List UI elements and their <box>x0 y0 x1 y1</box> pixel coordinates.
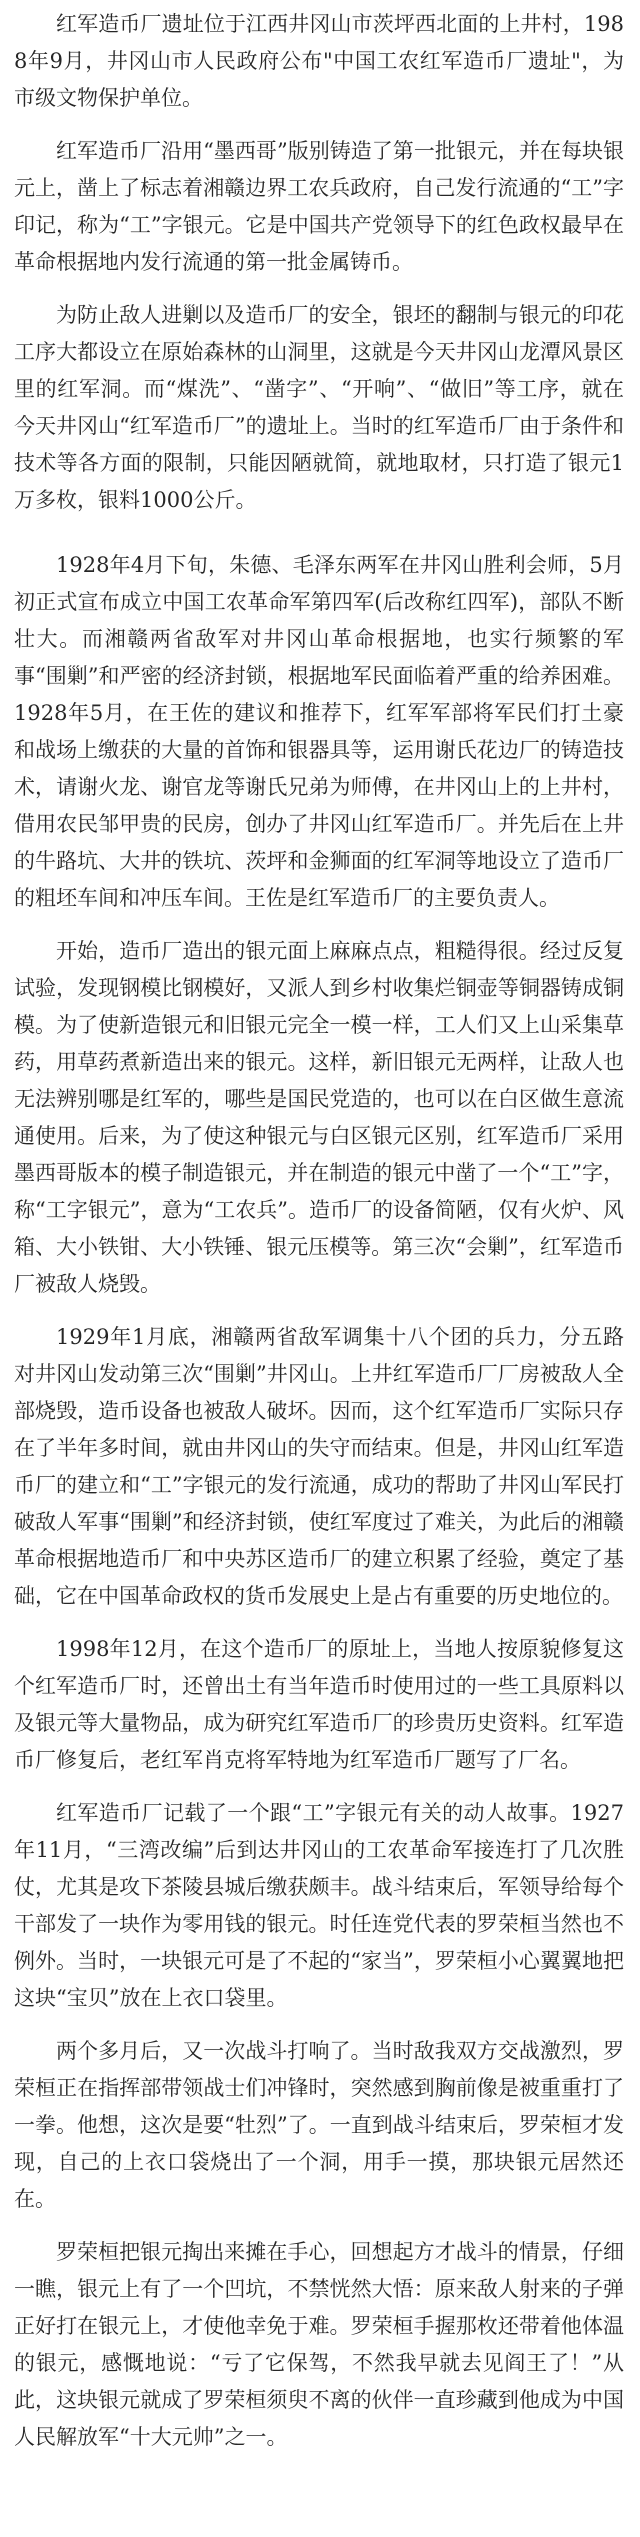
paragraph-first-silver-coins: 红军造币厂沿用“墨西哥”版别铸造了第一批银元，并在每块银元上，凿上了标志着湘赣边界工农兵政府，自己发行流通的“工”字印记，称为“工”字银元。它是中国共产党领导下的红色政权最早在革命根据地内发行流通的第一批金属铸币。 <box>14 139 624 274</box>
paragraph-site-location: 红军造币厂遗址位于江西井冈山市茨坪西北面的上井村，1988年9月，井冈山市人民政府公布"中国工农红军造币厂遗址"，为市级文物保护单位。 <box>14 12 624 110</box>
paragraph-mint-destroyed: 1929年1月底，湘赣两省敌军调集十八个团的兵力，分五路对井冈山发动第三次“围剿”井冈山。上井红军造币厂厂房被敌人全部烧毁，造币设备也被敌人破坏。因而，这个红军造币厂实际只存在了半年多时间，就由井冈山的失守而结束。但是，井冈山红军造币厂的建立和“工”字银元的发行流通，成功的帮助了井冈山军民打破敌人军事“围剿”和经济封锁，使红军度过了难关，为此后的湘赣革命根据地造币厂和中央苏区造币厂的建立积累了经验，奠定了基础，它在中国革命政权的货币发展史上是占有重要的历史地位的。 <box>14 1325 624 1608</box>
paragraph-restoration: 1998年12月，在这个造币厂的原址上，当地人按原貌修复这个红军造币厂时，还曾出土有当年造币时使用过的一些工具原料以及银元等大量物品，成为研究红军造币厂的珍贵历史资料。红军造币厂修复后，老红军肖克将军特地为红军造币厂题写了厂名。 <box>14 1637 624 1772</box>
paragraph-red-army-cave: 为防止敌人进剿以及造币厂的安全，银坯的翻制与银元的印花工序大都设立在原始森林的山洞里，这就是今天井冈山龙潭风景区里的红军洞。而“煤洗”、“凿字”、“开响”、“做旧”等工序，就在今天井冈山“红军造币厂”的遗址上。当时的红军造币厂由于条件和技术等各方面的限制，只能因陋就简，就地取材，只打造了银元1万多枚，银料1000公斤。 <box>14 303 624 512</box>
paragraph-luo-ronghuan-story: 红军造币厂记载了一个跟“工”字银元有关的动人故事。1927年11月，“三湾改编”后到达井冈山的工农革命军接连打了几次胜仗，尤其是攻下茶陵县城后缴获颇丰。战斗结束后，军领导给每个干部发了一块作为零用钱的银元。时任连党代表的罗荣桓当然也不例外。当时，一块银元可是了不起的“家当”，罗荣桓小心翼翼地把这块“宝贝”放在上衣口袋里。 <box>14 1801 624 2010</box>
paragraph-battle: 两个多月后，又一次战斗打响了。当时敌我双方交战激烈，罗荣桓正在指挥部带领战士们冲锋时，突然感到胸前像是被重重打了一拳。他想，这次是要“牡烈”了。一直到战斗结束后，罗荣桓才发现，自己的上衣口袋烧出了一个洞，用手一摸，那块银元居然还在。 <box>14 2039 624 2211</box>
paragraph-coin-saved-life: 罗荣桓把银元掏出来摊在手心，回想起方才战斗的情景，仔细一瞧，银元上有了一个凹坑，不禁恍然大悟：原来敌人射来的子弹正好打在银元上，才使他幸免于难。罗荣桓手握那枚还带着他体温的银元，感慨地说：“亏了它保驾，不然我早就去见阎王了！”从此，这块银元就成了罗荣桓须臾不离的伙伴一直珍藏到他成为中国人民解放军“十大元帅”之一。 <box>14 2240 624 2449</box>
paragraph-mint-founding: 1928年4月下旬，朱德、毛泽东两军在井冈山胜利会师，5月初正式宣布成立中国工农革命军第四军(后改称红四军)，部队不断壮大。而湘赣两省敌军对井冈山革命根据地，也实行频繁的军事“围剿”和严密的经济封锁，根据地军民面临着严重的给养困难。1928年5月，在王佐的建议和推荐下，红军军部将军民们打土豪和战场上缴获的大量的首饰和银器具等，运用谢氏花边厂的铸造技术，请谢火龙、谢官龙等谢氏兄弟为师傅，在井冈山上的上井村，借用农民邹甲贵的民房，创办了井冈山红军造币厂。并先后在上井的牛路坑、大井的铁坑、茨坪和金狮面的红军洞等地设立了造币厂的粗坯车间和冲压车间。王佐是红军造币厂的主要负责人。 <box>14 553 624 910</box>
paragraph-minting-process: 开始，造币厂造出的银元面上麻麻点点，粗糙得很。经过反复试验，发现钢模比钢模好，又派人到乡村收集烂铜壶等铜器铸成铜模。为了使新造银元和旧银元完全一模一样，工人们又上山采集草药，用草药煮新造出来的银元。这样，新旧银元无两样，让敌人也无法辨别哪是红军的，哪些是国民党造的，也可以在白区做生意流通使用。后来，为了使这种银元与白区银元区别，红军造币厂采用墨西哥版本的模子制造银元，并在制造的银元中凿了一个“工”字，称“工字银元”，意为“工农兵”。造币厂的设备简陋，仅有火炉、风箱、大小铁钳、大小铁锤、银元压模等。第三次“会剿”，红军造币厂被敌人烧毁。 <box>14 939 624 1296</box>
